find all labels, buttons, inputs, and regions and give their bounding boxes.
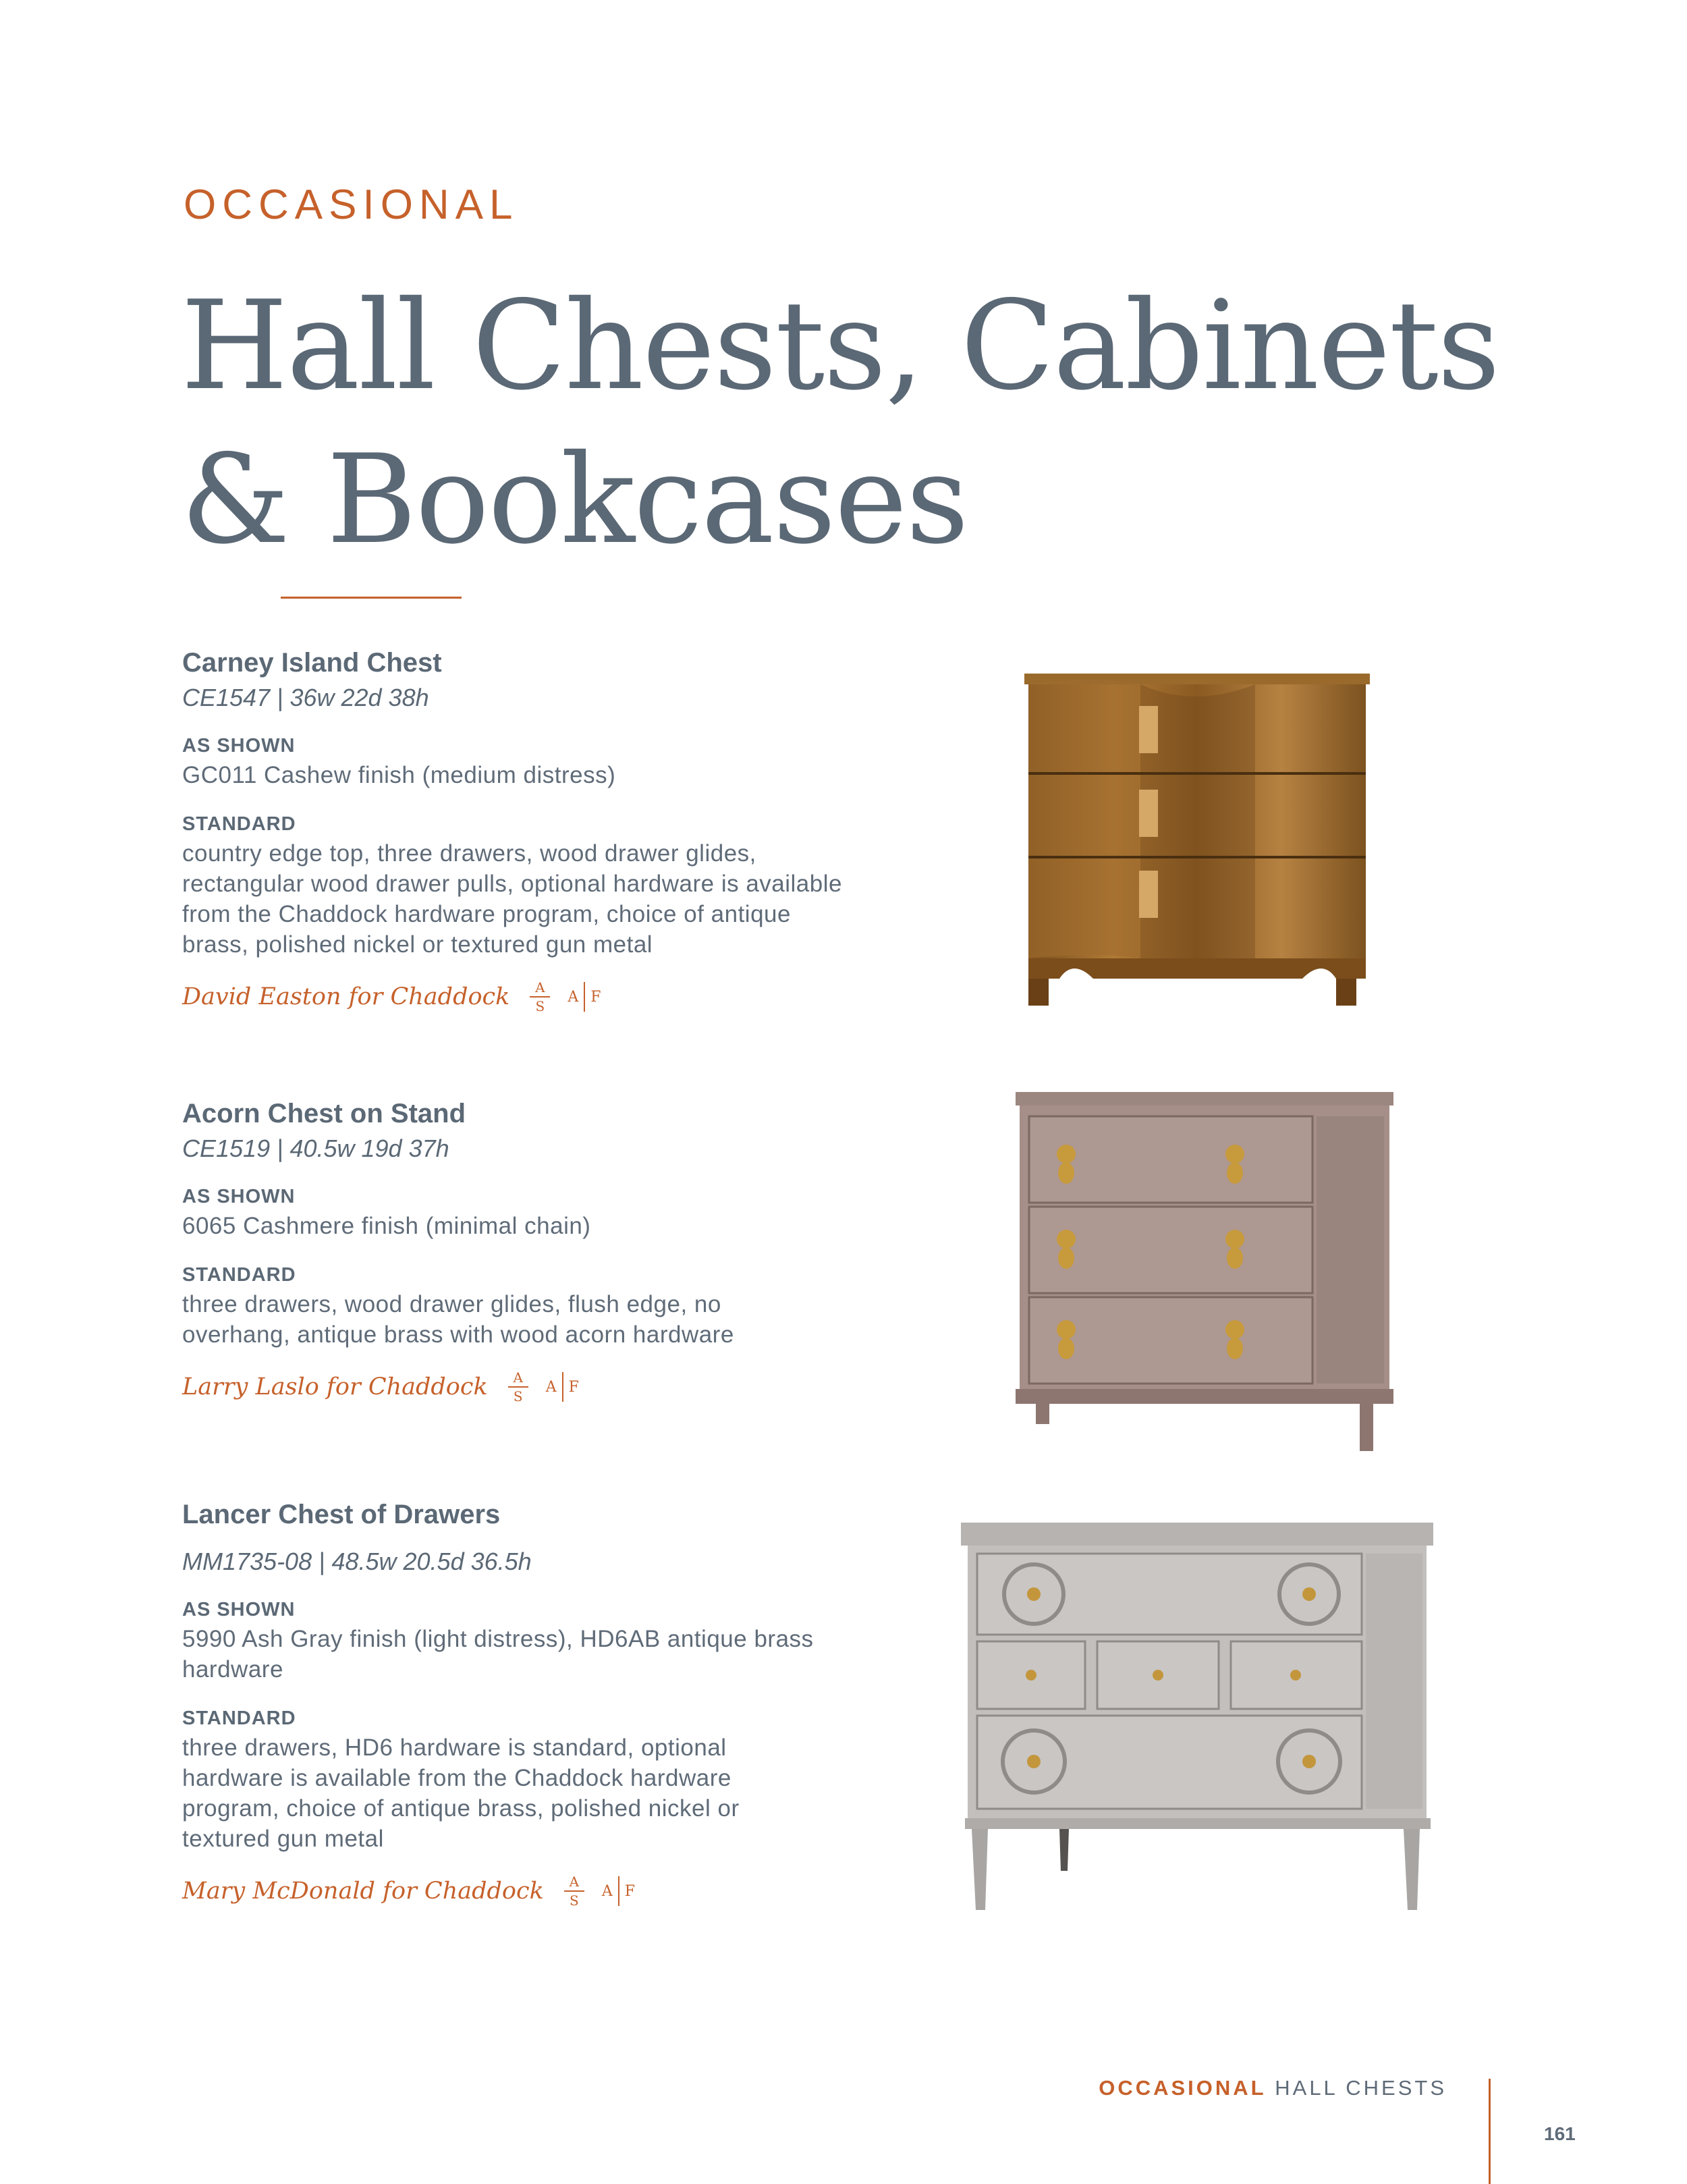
lancer-chest-image — [958, 1520, 1437, 1918]
page-title: Hall Chests, Cabinets & Bookcases — [181, 274, 1499, 571]
designer-credit — [182, 1370, 924, 1404]
as-af-mark-icon: $\frac{A}{S}$ A F — [530, 980, 601, 1014]
footer-section: OCCASIONAL — [1099, 2076, 1267, 2100]
standard-label: STANDARD — [182, 1708, 296, 1729]
product-code: CE1519 | 40.5w 19d 37h — [182, 1135, 449, 1162]
product-carney-island-chest — [182, 648, 924, 1014]
footer-category: HALL CHESTS — [1275, 2076, 1447, 2100]
designer-name: Mary McDonald for Chaddock — [182, 1878, 544, 1905]
as-shown-label: AS SHOWN — [182, 1599, 296, 1620]
title-divider — [281, 597, 462, 599]
designer-name: David Easton for Chaddock — [182, 983, 510, 1010]
as-shown-label: AS SHOWN — [182, 735, 296, 757]
as-shown-text: GC011 Cashew finish (medium distress) — [182, 762, 616, 788]
as-shown-text: 6065 Cashmere finish (minimal chain) — [182, 1213, 591, 1239]
standard-text: three drawers, wood drawer glides, flush edge, no overhang, antique brass with wood acorn hardware — [182, 1291, 734, 1348]
page-number: 161 — [1544, 2123, 1576, 2144]
acorn-chest-image — [1009, 1087, 1400, 1465]
as-shown-text: 5990 Ash Gray finish (light distress), HD6AB antique brass hardware — [182, 1626, 814, 1683]
designer-credit — [182, 980, 924, 1014]
product-code: CE1547 | 36w 22d 38h — [182, 684, 429, 711]
standard-text: three drawers, HD6 hardware is standard, optional hardware is available from the Chaddock hardware program, choice of antique brass, polished nickel or textured gun metal — [182, 1735, 740, 1852]
footer-section-label — [1099, 2076, 1447, 2100]
standard-label: STANDARD — [182, 1264, 296, 1286]
standard-label: STANDARD — [182, 813, 296, 835]
as-af-mark-icon: $\frac{A}{S}$ A F — [564, 1874, 635, 1908]
product-code: MM1735-08 | 48.5w 20.5d 36.5h — [182, 1548, 532, 1575]
designer-name: Larry Laslo for Chaddock — [182, 1373, 488, 1400]
carney-island-chest-image — [1019, 668, 1377, 1026]
as-shown-label: AS SHOWN — [182, 1186, 296, 1207]
standard-text: country edge top, three drawers, wood drawer glides, rectangular wood drawer pulls, optional hardware is available from the Chaddock hardware program, choice of antique brass, polished nickel or textured gun metal — [182, 840, 842, 958]
product-lancer-chest-of-drawers — [182, 1500, 924, 1908]
product-acorn-chest-on-stand — [182, 1099, 924, 1404]
product-name: Acorn Chest on Stand — [182, 1099, 466, 1128]
as-af-mark-icon: $\frac{A}{S}$ A F — [508, 1370, 579, 1404]
product-name: Carney Island Chest — [182, 648, 442, 678]
product-name: Lancer Chest of Drawers — [182, 1500, 501, 1529]
section-label: OCCASIONAL — [184, 182, 519, 228]
designer-credit — [182, 1874, 924, 1908]
footer-divider — [1489, 2079, 1491, 2184]
